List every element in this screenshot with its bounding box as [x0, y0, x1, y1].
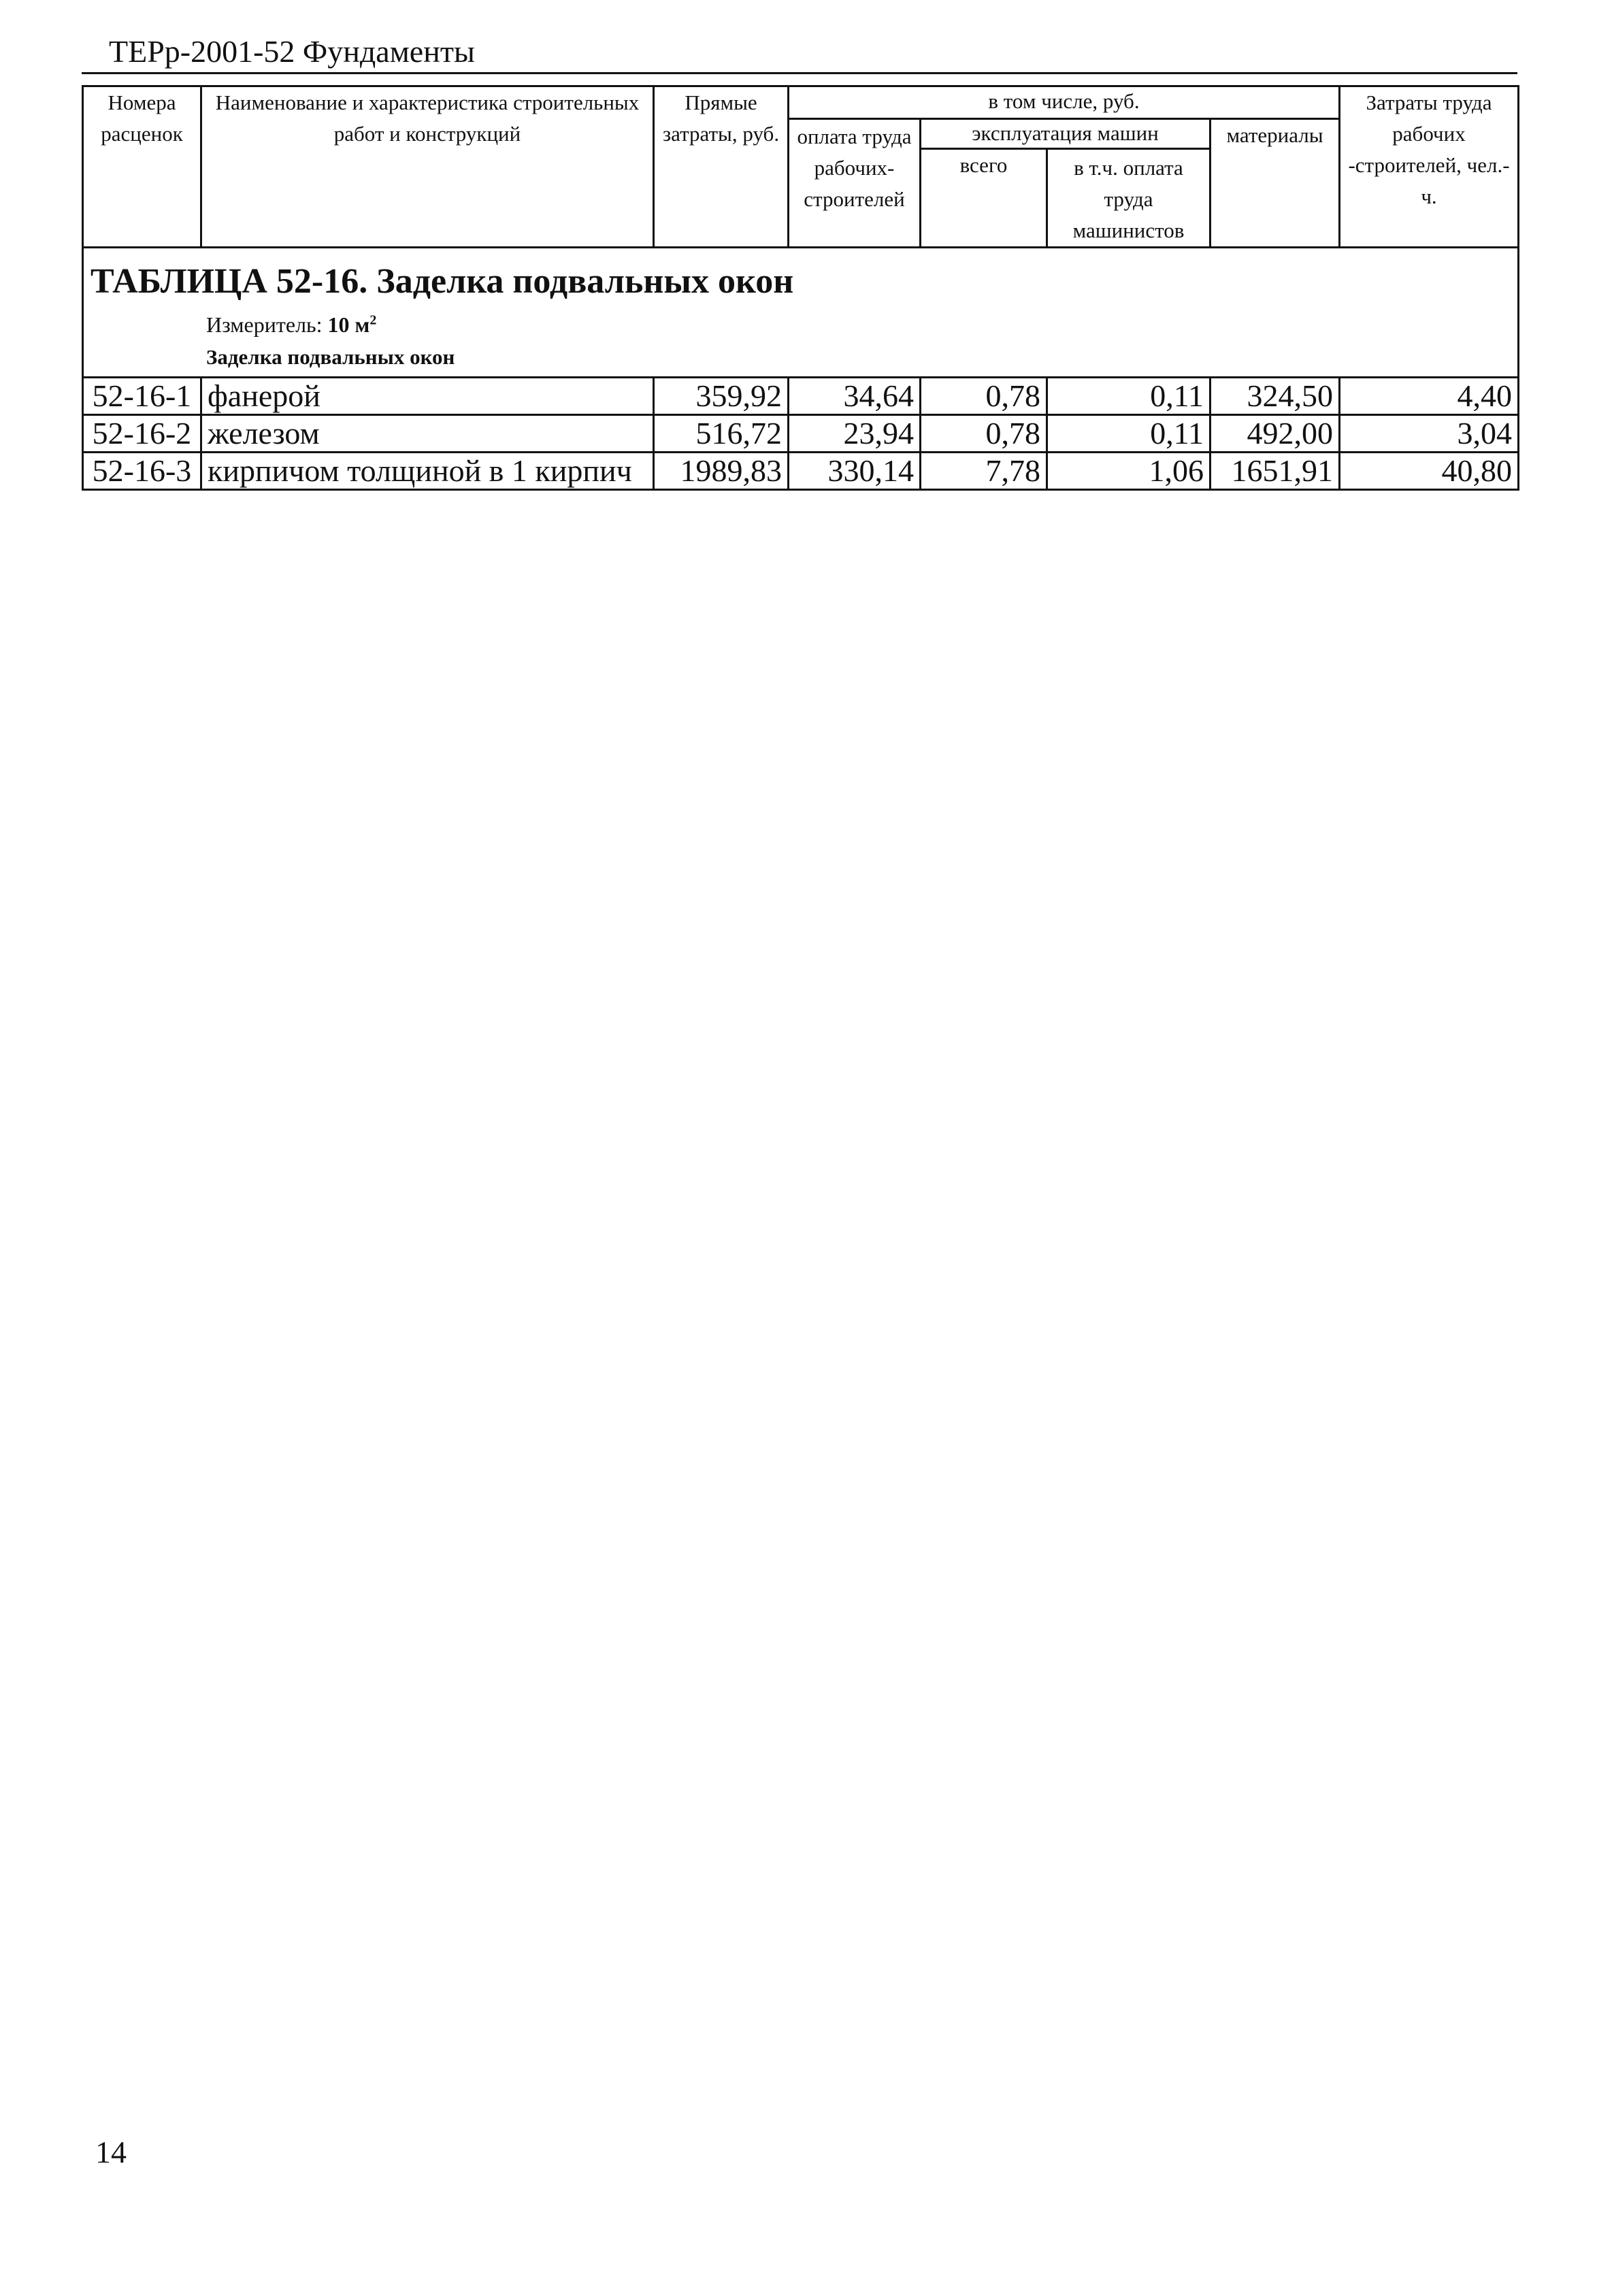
cell-code: 52-16-2: [83, 415, 201, 453]
cell-machine-wages: 0,11: [1047, 378, 1211, 415]
col-header-wages: оплата труда рабочих-строителей: [789, 119, 921, 248]
header-rule: [82, 72, 1517, 74]
cell-wages: 23,94: [789, 415, 921, 453]
running-title: ТЕРр-2001-52 Фундаменты: [109, 34, 475, 69]
col-header-labor: Затраты труда рабочих -строителей, чел.-ч.: [1340, 86, 1519, 248]
cell-materials: 324,50: [1211, 378, 1340, 415]
cell-wages: 330,14: [789, 453, 921, 490]
cell-materials: 492,00: [1211, 415, 1340, 453]
cell-name: фанерой: [201, 378, 654, 415]
cell-name: железом: [201, 415, 654, 453]
cell-direct: 1989,83: [654, 453, 789, 490]
col-header-materials: материалы: [1211, 119, 1340, 248]
table-row: [83, 378, 1519, 415]
cell-direct: 516,72: [654, 415, 789, 453]
table-row: [83, 415, 1519, 453]
cell-machine-wages: 1,06: [1047, 453, 1211, 490]
col-header-name: Наименование и характеристика строительных работ и конструкций: [201, 86, 654, 248]
cell-machines-total: 7,78: [921, 453, 1047, 490]
cell-name: кирпичом толщиной в 1 кирпич: [201, 453, 654, 490]
col-header-machine-wages: в т.ч. оплата труда машинистов: [1047, 149, 1211, 248]
measure-line: [90, 307, 1511, 342]
cell-labor: 3,04: [1340, 415, 1519, 453]
table-section-title: [83, 248, 1519, 378]
cell-machine-wages: 0,11: [1047, 415, 1211, 453]
col-header-code: Номера расценок: [83, 86, 201, 248]
cell-materials: 1651,91: [1211, 453, 1340, 490]
group-title: Заделка подвальных окон: [206, 345, 455, 369]
cell-labor: 40,80: [1340, 453, 1519, 490]
measure-exponent: 2: [369, 312, 377, 328]
cell-machines-total: 0,78: [921, 415, 1047, 453]
col-header-direct: Прямые затраты, руб.: [654, 86, 789, 248]
cell-code: 52-16-1: [83, 378, 201, 415]
cell-wages: 34,64: [789, 378, 921, 415]
col-header-machines: эксплуатация машин: [921, 119, 1211, 149]
measure-value: 10 $м^2$: [327, 312, 377, 337]
cell-code: 52-16-3: [83, 453, 201, 490]
cell-direct: 359,92: [654, 378, 789, 415]
col-header-machines-total: всего: [921, 149, 1047, 248]
cell-machines-total: 0,78: [921, 378, 1047, 415]
cell-labor: 4,40: [1340, 378, 1519, 415]
table-title: ТАБЛИЦА 52-16. Заделка подвальных окон: [90, 262, 794, 301]
rates-table: [82, 85, 1519, 491]
measure-label: Измеритель:: [206, 312, 323, 337]
page-number: 14: [95, 2135, 127, 2169]
table-row: [83, 453, 1519, 490]
col-header-including: в том числе, руб.: [789, 86, 1340, 119]
